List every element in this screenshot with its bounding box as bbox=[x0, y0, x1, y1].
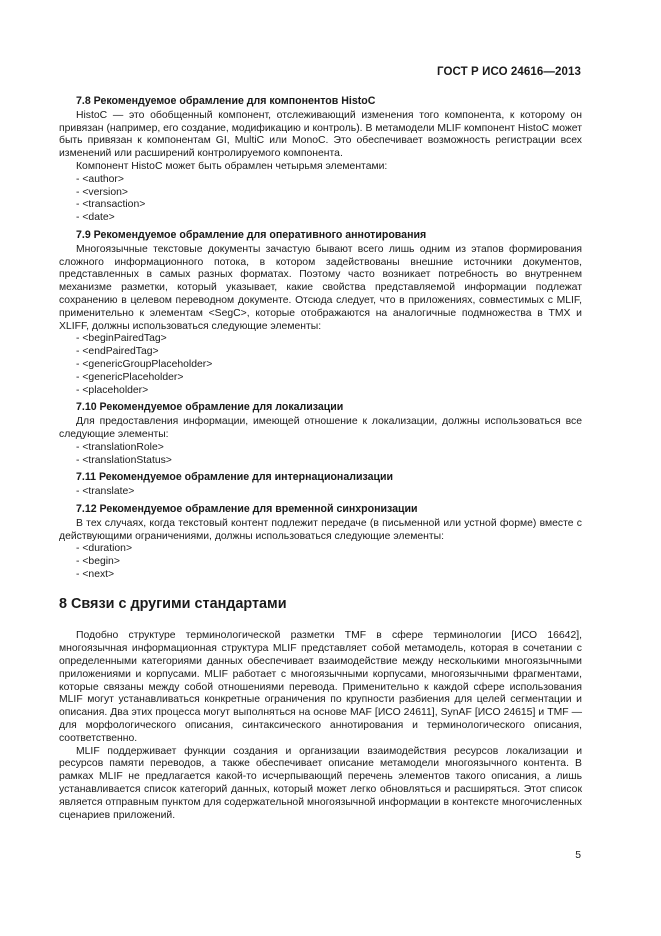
list-item: - <author> bbox=[76, 173, 124, 185]
list-item: - <date> bbox=[76, 212, 115, 224]
section-8 bbox=[59, 595, 582, 823]
list-item: - <next> bbox=[76, 568, 115, 580]
list-item: - <placeholder> bbox=[76, 384, 149, 396]
paragraph: MLIF поддерживает функции создания и организации взаимодействия ресурсов локализации и ресурсов памяти переводов, а также обеспечивает описание метамодели многоязычного контента. В рамках MLIF не предлагается какой-то исчерпывающий перечень элементов такого описания, а лишь устанавливается список категорий данных, который может легко обновляться и расширяться. Этот список является отправным пунктом для содержательной многоязычной информации в контексте многочисленных сценариев приложений. bbox=[59, 745, 582, 821]
paragraph: Многоязычные текстовые документы зачастую бывают всего лишь одним из этапов формирования сложного информационного потока, в котором задействованы внешние источники документов, представленных в самых разных форматах. Поэтому часто возникает потребность во внутреннем механизме разметки, который указывает, какие свойства представляемой информации подлежат сохранению в целевом переводном документе. Отсюда следует, что в приложениях, совместимых с MLIF, применительно к элементам <SegC>, которые отображаются на аналогичные подмножества в TMX и XLIFF, должны использоваться следующие элементы: bbox=[59, 243, 582, 332]
section-7-11 bbox=[59, 471, 582, 499]
list-item: - <version> bbox=[76, 186, 128, 198]
page-header: ГОСТ Р ИСО 24616—2013 bbox=[436, 66, 581, 78]
paragraph: В тех случаях, когда текстовый контент подлежит передаче (в письменной или устной форме) вместе с действующими ограничениями, должны использоваться следующие элементы: bbox=[59, 517, 582, 542]
list-item: - <transaction> bbox=[76, 199, 146, 211]
paragraph: Подобно структуре терминологической разметки TMF в сфере терминологии [ИСО 16642], многоязычная информационная структура MLIF представляет собой метамодель, которая в сочетании с определенными категориями данных обеспечивает взаимодействие между несколькими многоязычными приложениями и корпусами. MLIF работает с многоязычными корпусами, многоязычными фрагментами, которые связаны между собой отношениями перевода. Применительно к каждой сфере использования MLIF могут устанавливаться конкретные ограничения по крупности разбиения для целей сегментации и описания. Два этих процесса могут выполняться на основе MAF [ИСО 24611], SynAF [ИСО 24615] и TMF — для морфологического описания, синтаксического аннотирования и терминологического описания, соответственно. bbox=[59, 630, 582, 744]
paragraph: Компонент HistoC может быть обрамлен четырьмя элементами: bbox=[76, 160, 388, 172]
section-heading: 8 Связи с другими стандартами bbox=[59, 595, 287, 612]
list-item: - <translationStatus> bbox=[76, 454, 172, 466]
section-heading: 7.8 Рекомендуемое обрамление для компонентов HistoC bbox=[76, 95, 376, 107]
list-item: - <endPairedTag> bbox=[76, 346, 159, 358]
section-7-8 bbox=[59, 95, 582, 225]
list-item: - <genericPlaceholder> bbox=[76, 371, 184, 383]
element-list bbox=[76, 174, 582, 225]
section-heading: 7.12 Рекомендуемое обрамление для временной синхронизации bbox=[76, 502, 418, 515]
element-list bbox=[76, 333, 582, 397]
element-list bbox=[76, 442, 582, 468]
section-heading: 7.11 Рекомендуемое обрамление для интернационализации bbox=[76, 471, 394, 484]
list-item: - <genericGroupPlaceholder> bbox=[76, 358, 213, 370]
section-heading: 7.10 Рекомендуемое обрамление для локализации bbox=[76, 401, 344, 414]
paragraph: HistoC — это обобщенный компонент, отслеживающий изменения того компонента, к которому он привязан (например, его создание, модификацию и контроль). В метамодели MLIF компонент HistoC может быть привязан к компонентам GI, MultiC или MonoC. Это обеспечивает возможность регистрации всех изменений или расширений контролируемого компонента. bbox=[59, 109, 582, 160]
document-body bbox=[59, 95, 582, 822]
page-number: 5 bbox=[575, 850, 581, 861]
list-item: - <beginPairedTag> bbox=[76, 333, 167, 345]
paragraph: Для предоставления информации, имеющей отношение к локализации, должны использоваться все следующие элементы: bbox=[59, 416, 582, 440]
section-7-12 bbox=[59, 503, 582, 582]
list-item: - <translationRole> bbox=[76, 441, 164, 453]
section-heading: 7.9 Рекомендуемое обрамление для оперативного аннотирования bbox=[76, 228, 427, 241]
list-item: - <begin> bbox=[76, 556, 120, 568]
element-list bbox=[76, 543, 582, 581]
list-item: - <duration> bbox=[76, 543, 133, 555]
section-7-10 bbox=[59, 401, 582, 467]
list-item: - <translate> bbox=[76, 486, 135, 498]
element-list bbox=[76, 486, 582, 499]
section-7-9 bbox=[59, 229, 582, 397]
